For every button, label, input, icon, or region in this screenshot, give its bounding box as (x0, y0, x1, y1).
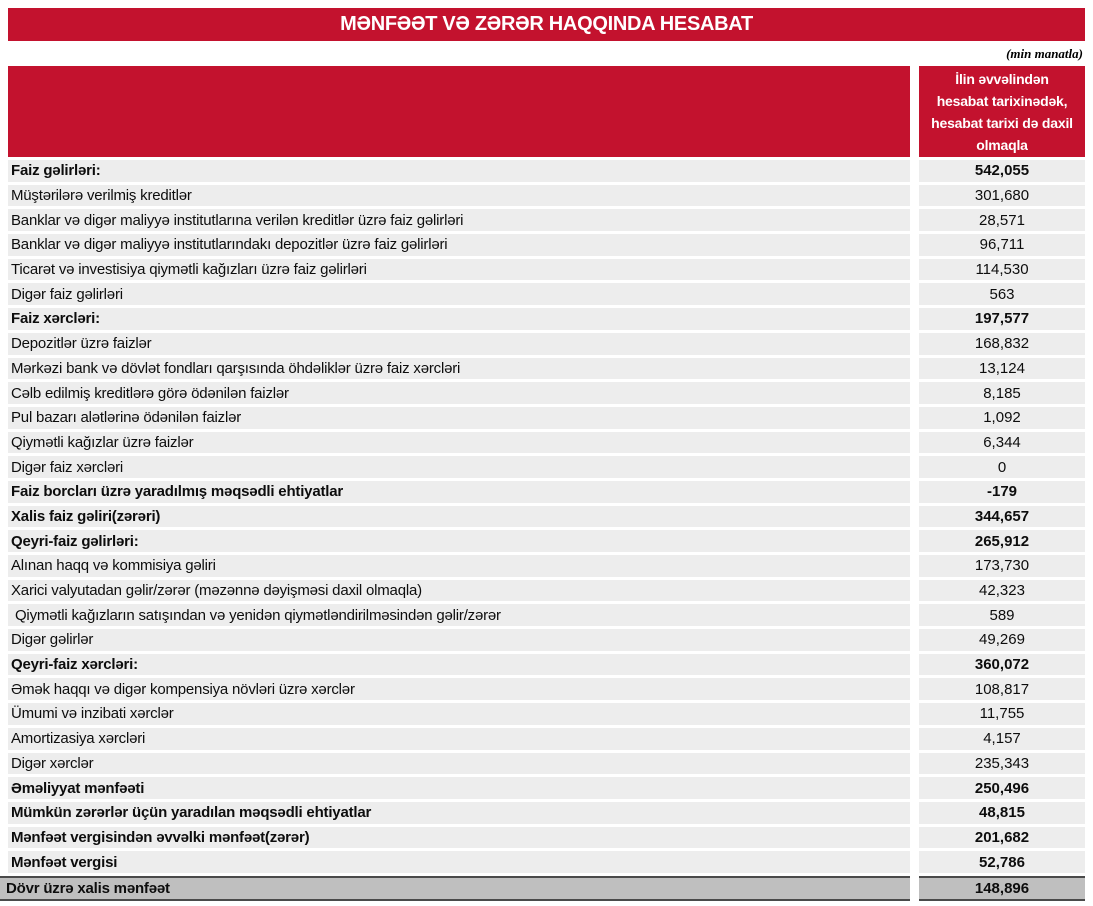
report-title: MƏNFƏƏT VƏ ZƏRƏR HAQQINDA HESABAT (340, 13, 753, 35)
column-gap (910, 333, 919, 355)
row-value: -179 (919, 481, 1085, 503)
table-row (0, 703, 1093, 725)
table-row (0, 481, 1093, 503)
column-gap (910, 728, 919, 750)
table-row (0, 604, 1093, 626)
row-label: Müştərilərə verilmiş kreditlər (8, 185, 910, 207)
table-body (0, 160, 1093, 904)
row-label: Əmək haqqı və digər kompensiya növləri üzrə xərclər (8, 678, 910, 700)
column-gap (910, 777, 919, 799)
row-label: Faiz gəlirləri: (8, 160, 910, 182)
table-row (0, 283, 1093, 305)
row-value: 28,571 (919, 209, 1085, 231)
row-value: 563 (919, 283, 1085, 305)
column-gap (910, 580, 919, 602)
row-value: 542,055 (919, 160, 1085, 182)
row-label: Digər xərclər (8, 753, 910, 775)
column-gap (910, 308, 919, 330)
row-label: Digər gəlirlər (8, 629, 910, 651)
row-label: Xalis faiz gəliri(zərəri) (8, 506, 910, 528)
column-gap (910, 481, 919, 503)
column-gap (910, 259, 919, 281)
column-gap (910, 629, 919, 651)
row-label: Qiymətli kağızların satışından və yenidən qiymətləndirilməsindən gəlir/zərər (8, 604, 910, 626)
table-row (0, 851, 1093, 873)
row-label: Banklar və digər maliyyə institutlarına verilən kreditlər üzrə faiz gəlirləri (8, 209, 910, 231)
row-value: 1,092 (919, 407, 1085, 429)
report-title-bar (8, 8, 1085, 41)
row-value: 265,912 (919, 530, 1085, 552)
row-value: 52,786 (919, 851, 1085, 873)
row-label: Digər faiz gəlirləri (8, 283, 910, 305)
row-label: Mümkün zərərlər üçün yaradılan məqsədli ehtiyatlar (8, 802, 910, 824)
column-gap (910, 432, 919, 454)
row-label: Depozitlər üzrə faizlər (8, 333, 910, 355)
table-row (0, 432, 1093, 454)
table-row (0, 530, 1093, 552)
row-value: 6,344 (919, 432, 1085, 454)
row-value: 96,711 (919, 234, 1085, 256)
row-label: Faiz xərcləri: (8, 308, 910, 330)
value-column-header-line: İlin əvvəlindən (955, 70, 1049, 87)
row-value: 42,323 (919, 580, 1085, 602)
table-row (0, 185, 1093, 207)
row-value: 168,832 (919, 333, 1085, 355)
row-value: 197,577 (919, 308, 1085, 330)
column-gap (910, 407, 919, 429)
row-value: 589 (919, 604, 1085, 626)
row-label: Əməliyyat mənfəəti (8, 777, 910, 799)
row-value: 49,269 (919, 629, 1085, 651)
table-row (0, 209, 1093, 231)
table-row (0, 753, 1093, 775)
table-row (0, 555, 1093, 577)
table-row (0, 580, 1093, 602)
table-row (0, 777, 1093, 799)
row-value: 4,157 (919, 728, 1085, 750)
column-gap (910, 555, 919, 577)
column-gap (910, 160, 919, 182)
column-gap (910, 851, 919, 873)
row-value: 235,343 (919, 753, 1085, 775)
column-gap (910, 506, 919, 528)
label-column-header (8, 66, 910, 157)
table-row (0, 678, 1093, 700)
row-value: 11,755 (919, 703, 1085, 725)
column-gap (910, 209, 919, 231)
table-row (0, 629, 1093, 651)
table-header-row (8, 66, 1085, 157)
table-row (0, 654, 1093, 676)
column-gap (910, 66, 919, 157)
row-label: Qiymətli kağızlar üzrə faizlər (8, 432, 910, 454)
column-gap (910, 234, 919, 256)
column-gap (910, 283, 919, 305)
column-gap (910, 703, 919, 725)
table-row (0, 407, 1093, 429)
table-row (0, 308, 1093, 330)
row-label: Faiz borcları üzrə yaradılmış məqsədli ehtiyatlar (8, 481, 910, 503)
table-row (0, 802, 1093, 824)
row-value: 114,530 (919, 259, 1085, 281)
row-value: 148,896 (919, 876, 1085, 901)
row-label: Amortizasiya xərcləri (8, 728, 910, 750)
table-row (0, 358, 1093, 380)
table-total-row (0, 876, 1093, 901)
row-label: Mərkəzi bank və dövlət fondları qarşısında öhdəliklər üzrə faiz xərcləri (8, 358, 910, 380)
row-label: Ümumi və inzibati xərclər (8, 703, 910, 725)
column-gap (910, 753, 919, 775)
table-row (0, 456, 1093, 478)
table-row (0, 506, 1093, 528)
row-value: 250,496 (919, 777, 1085, 799)
row-label: Xarici valyutadan gəlir/zərər (məzənnə dəyişməsi daxil olmaqla) (8, 580, 910, 602)
column-gap (910, 876, 919, 901)
value-column-header-line: hesabat tarixi də daxil (931, 114, 1073, 131)
row-value: 173,730 (919, 555, 1085, 577)
row-value: 0 (919, 456, 1085, 478)
row-value: 8,185 (919, 382, 1085, 404)
column-gap (910, 530, 919, 552)
table-row (0, 728, 1093, 750)
table-row (0, 333, 1093, 355)
row-label: Qeyri-faiz gəlirləri: (8, 530, 910, 552)
row-value: 201,682 (919, 827, 1085, 849)
row-label: Dövr üzrə xalis mənfəət (0, 876, 910, 901)
row-label: Mənfəət vergisindən əvvəlki mənfəət(zərər) (8, 827, 910, 849)
value-column-header (919, 66, 1085, 157)
table-row (0, 234, 1093, 256)
row-label: Qeyri-faiz xərcləri: (8, 654, 910, 676)
row-label: Alınan haqq və kommisiya gəliri (8, 555, 910, 577)
row-label: Mənfəət vergisi (8, 851, 910, 873)
row-value: 360,072 (919, 654, 1085, 676)
column-gap (910, 382, 919, 404)
table-row (0, 382, 1093, 404)
column-gap (910, 456, 919, 478)
row-value: 13,124 (919, 358, 1085, 380)
table-row (0, 259, 1093, 281)
column-gap (910, 678, 919, 700)
column-gap (910, 827, 919, 849)
row-value: 48,815 (919, 802, 1085, 824)
row-label: Digər faiz xərcləri (8, 456, 910, 478)
row-label: Cəlb edilmiş kreditlərə görə ödənilən faizlər (8, 382, 910, 404)
unit-note: (min manatla) (1006, 46, 1083, 61)
table-row (0, 160, 1093, 182)
row-label: Ticarət və investisiya qiymətli kağızları üzrə faiz gəlirləri (8, 259, 910, 281)
column-gap (910, 185, 919, 207)
row-label: Pul bazarı alətlərinə ödənilən faizlər (8, 407, 910, 429)
row-value: 301,680 (919, 185, 1085, 207)
column-gap (910, 604, 919, 626)
value-column-header-line: hesabat tarixinədək, (936, 92, 1068, 109)
row-value: 344,657 (919, 506, 1085, 528)
column-gap (910, 358, 919, 380)
row-value: 108,817 (919, 678, 1085, 700)
table-row (0, 827, 1093, 849)
column-gap (910, 802, 919, 824)
row-label: Banklar və digər maliyyə institutlarındakı depozitlər üzrə faiz gəlirləri (8, 234, 910, 256)
value-column-header-line: olmaqla (976, 136, 1028, 153)
column-gap (910, 654, 919, 676)
